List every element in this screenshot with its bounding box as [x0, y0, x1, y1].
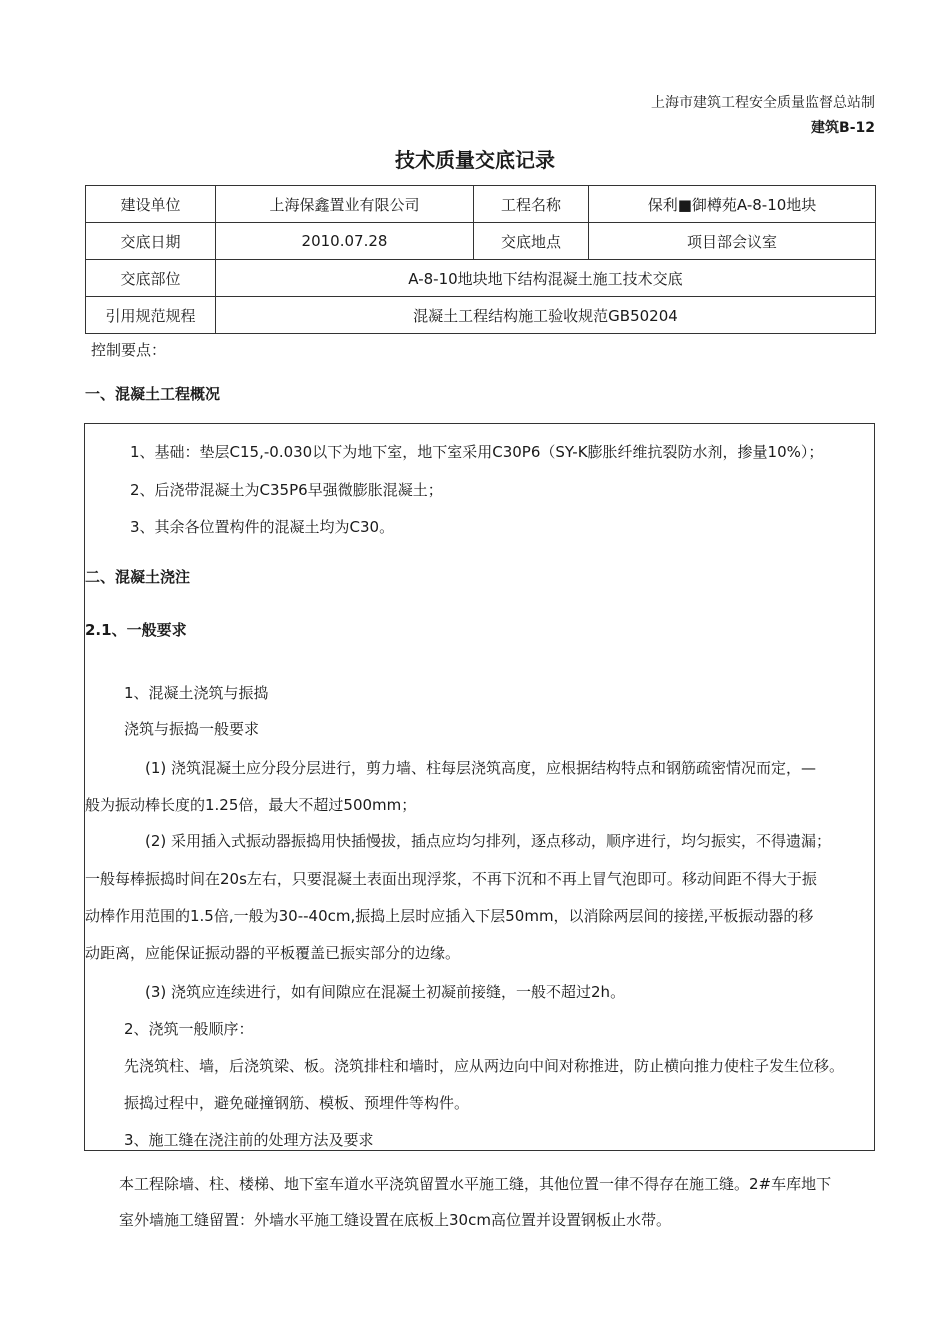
section1-item-1: 1、基础：垫层C15,-0.030以下为地下室，地下室采用C30P6（SY-K膨胀纤维抗裂防水剂，掺量10%）； [130, 443, 824, 461]
table-row [86, 260, 876, 297]
section2-heading: 二、混凝土浇注 [85, 568, 191, 586]
form-code: 建筑B-12 [811, 120, 875, 136]
para1-line2: 般为振动棒长度的1.25倍，最大不超过500mm； [85, 796, 417, 814]
para1-line1: (1) 浇筑混凝土应分段分层进行，剪力墙、柱每层浇筑高度，应根据结构特点和钢筋疏密情况而定，— [145, 759, 817, 777]
label-location: 交底地点 [474, 223, 589, 260]
item2-heading: 2、浇筑一般顺序： [124, 1020, 254, 1038]
table-row [86, 297, 876, 334]
label-client: 建设单位 [86, 186, 216, 223]
section1-item-2: 2、后浇带混凝土为C35P6早强微膨胀混凝土； [130, 481, 443, 499]
item1-subheading: 浇筑与振捣一般要求 [124, 720, 260, 738]
table-row [86, 223, 876, 260]
table-row [86, 186, 876, 223]
value-part: A-8-10地块地下结构混凝土施工技术交底 [216, 260, 876, 297]
para2-line2: 一般每棒振捣时间在20s左右，只要混凝土表面出现浮浆，不再下沉和不再上冒气泡即可。移动间距不得大于振 [85, 870, 817, 888]
item2-line1: 先浇筑柱、墙，后浇筑梁、板。浇筑排柱和墙时，应从两边向中间对称推进，防止横向推力使柱子发生位移。 [124, 1057, 845, 1075]
value-location: 项目部会议室 [589, 223, 876, 260]
value-date: 2010.07.28 [216, 223, 474, 260]
para2-line3: 动棒作用范围的1.5倍,一般为30--40cm,振捣上层时应插入下层50mm，以消除两层间的接搓,平板振动器的移 [85, 907, 814, 925]
item2-line2: 振捣过程中，避免碰撞钢筋、模板、预埋件等构件。 [124, 1094, 470, 1112]
section2-subheading: 2.1、一般要求 [85, 621, 187, 639]
value-project-name: 保利■御樽苑A-8-10地块 [589, 186, 876, 223]
section1-heading: 一、混凝土工程概况 [85, 385, 221, 403]
value-standard: 混凝土工程结构施工验收规范GB50204 [216, 297, 876, 334]
value-client: 上海保鑫置业有限公司 [216, 186, 474, 223]
tail-line2: 室外墙施工缝留置：外墙水平施工缝设置在底板上30cm高位置并设置钢板止水带。 [119, 1211, 671, 1229]
info-table [85, 185, 876, 334]
para3: (3) 浇筑应连续进行，如有间隙应在混凝土初凝前接缝，一般不超过2h。 [145, 983, 626, 1001]
label-part: 交底部位 [86, 260, 216, 297]
issuing-org: 上海市建筑工程安全质量监督总站制 [651, 95, 875, 111]
para2-line4: 动距离，应能保证振动器的平板覆盖已振实部分的边缘。 [85, 944, 461, 962]
para2-line1: (2) 采用插入式振动器振捣用快插慢拔，插点应均匀排列，逐点移动，顺序进行，均匀振实，不得遗漏； [145, 832, 832, 850]
item3-heading: 3、施工缝在浇注前的处理方法及要求 [124, 1131, 374, 1149]
control-points-label: 控制要点： [91, 341, 167, 359]
item1-heading: 1、混凝土浇筑与振捣 [124, 684, 269, 702]
label-standard: 引用规范规程 [86, 297, 216, 334]
label-project-name: 工程名称 [474, 186, 589, 223]
document-title: 技术质量交底记录 [395, 148, 555, 172]
tail-line1: 本工程除墙、柱、楼梯、地下室车道水平浇筑留置水平施工缝，其他位置一律不得存在施工缝。2#车库地下 [119, 1175, 832, 1193]
label-date: 交底日期 [86, 223, 216, 260]
section1-item-3: 3、其余各位置构件的混凝土均为C30。 [130, 518, 395, 536]
